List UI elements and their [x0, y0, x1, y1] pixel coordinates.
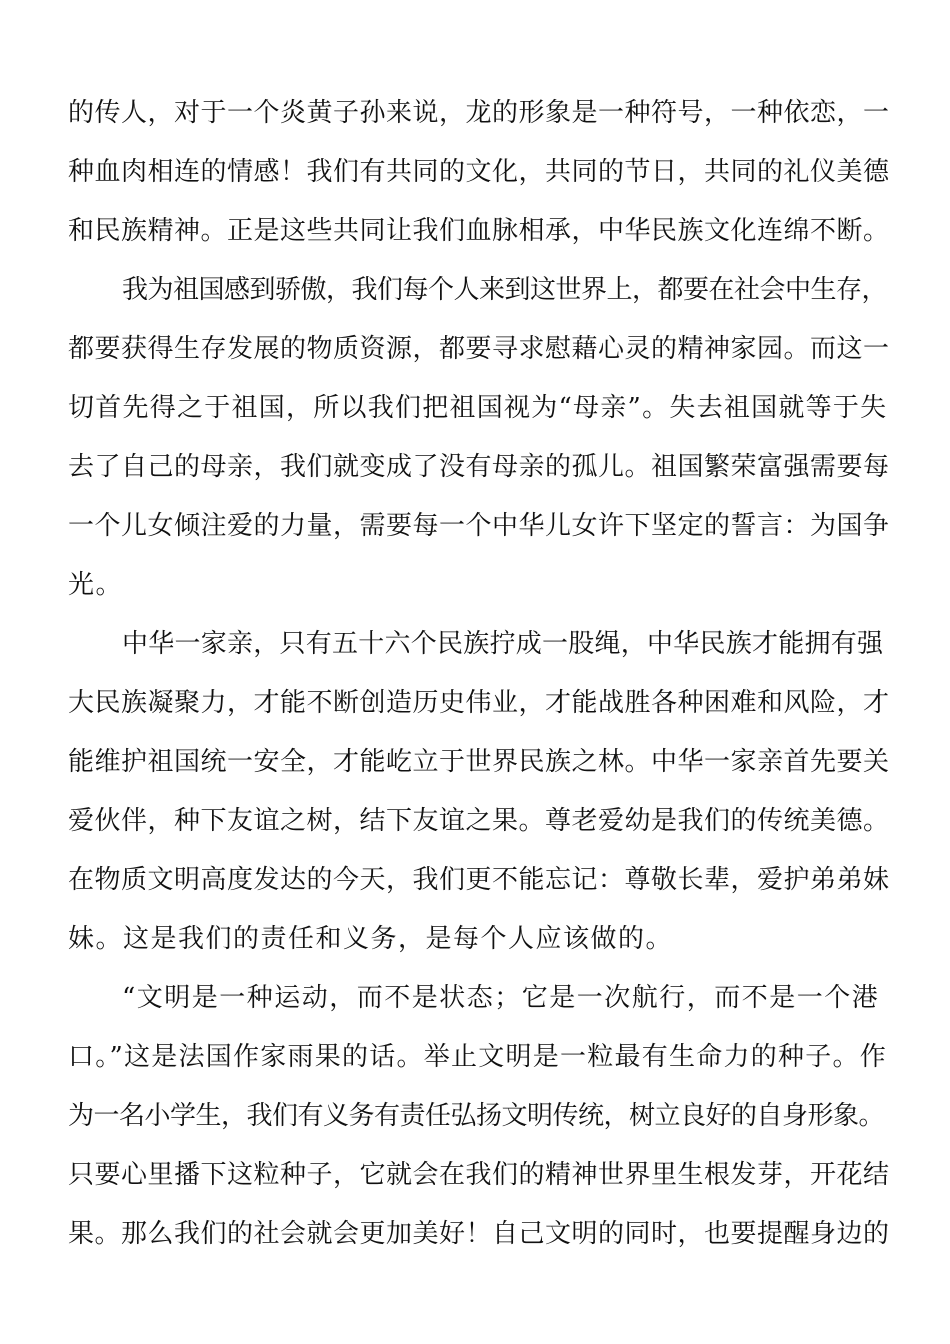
text-line: 为一名小学生，我们有义务有责任弘扬文明传统，树立良好的自身形象。: [68, 1101, 885, 1131]
text-line: 能维护祖国统一安全，才能屹立于世界民族之林。中华一家亲首先要关: [68, 747, 890, 777]
text-line: 去了自己的母亲，我们就变成了没有母亲的孤儿。祖国繁荣富强需要每: [68, 452, 890, 482]
text-line: 的传人，对于一个炎黄子孙来说，龙的形象是一种符号，一种依恋，一: [68, 98, 890, 128]
text-line: 一个儿女倾注爱的力量，需要每一个中华儿女许下坚定的誓言：为国争: [68, 511, 890, 541]
text-line: 爱伙伴，种下友谊之树，结下友谊之果。尊老爱幼是我们的传统美德。: [68, 806, 890, 836]
text-line: 种血肉相连的情感！我们有共同的文化，共同的节日，共同的礼仪美德: [68, 157, 890, 187]
text-line: 和民族精神。正是这些共同让我们血脉相承，中华民族文化连绵不断。: [68, 216, 890, 246]
text-line: 大民族凝聚力，才能不断创造历史伟业，才能战胜各种困难和风险，才: [68, 688, 890, 718]
paragraph-first-line: 我为祖国感到骄傲，我们每个人来到这世界上，都要在社会中生存，: [122, 275, 888, 305]
text-line: 只要心里播下这粒种子，它就会在我们的精神世界里生根发芽，开花结: [68, 1160, 890, 1190]
paragraph-first-line: “文明是一种运动，而不是状态；它是一次航行，而不是一个港: [122, 983, 880, 1013]
text-line: 在物质文明高度发达的今天，我们更不能忘记：尊敬长辈，爱护弟弟妹: [68, 865, 890, 895]
text-line: 光。: [68, 570, 124, 600]
text-line: 口。”这是法国作家雨果的话。举止文明是一粒最有生命力的种子。作: [68, 1042, 888, 1072]
text-line: 妹。这是我们的责任和义务，是每个人应该做的。: [68, 924, 674, 954]
text-line: 果。那么我们的社会就会更加美好！自己文明的同时，也要提醒身边的: [68, 1219, 890, 1249]
paragraph-first-line: 中华一家亲，只有五十六个民族拧成一股绳，中华民族才能拥有强: [122, 629, 884, 659]
text-line: 都要获得生存发展的物质资源，都要寻求慰藉心灵的精神家园。而这一: [68, 334, 890, 364]
text-line: 切首先得之于祖国，所以我们把祖国视为“母亲”。失去祖国就等于失: [68, 393, 888, 423]
